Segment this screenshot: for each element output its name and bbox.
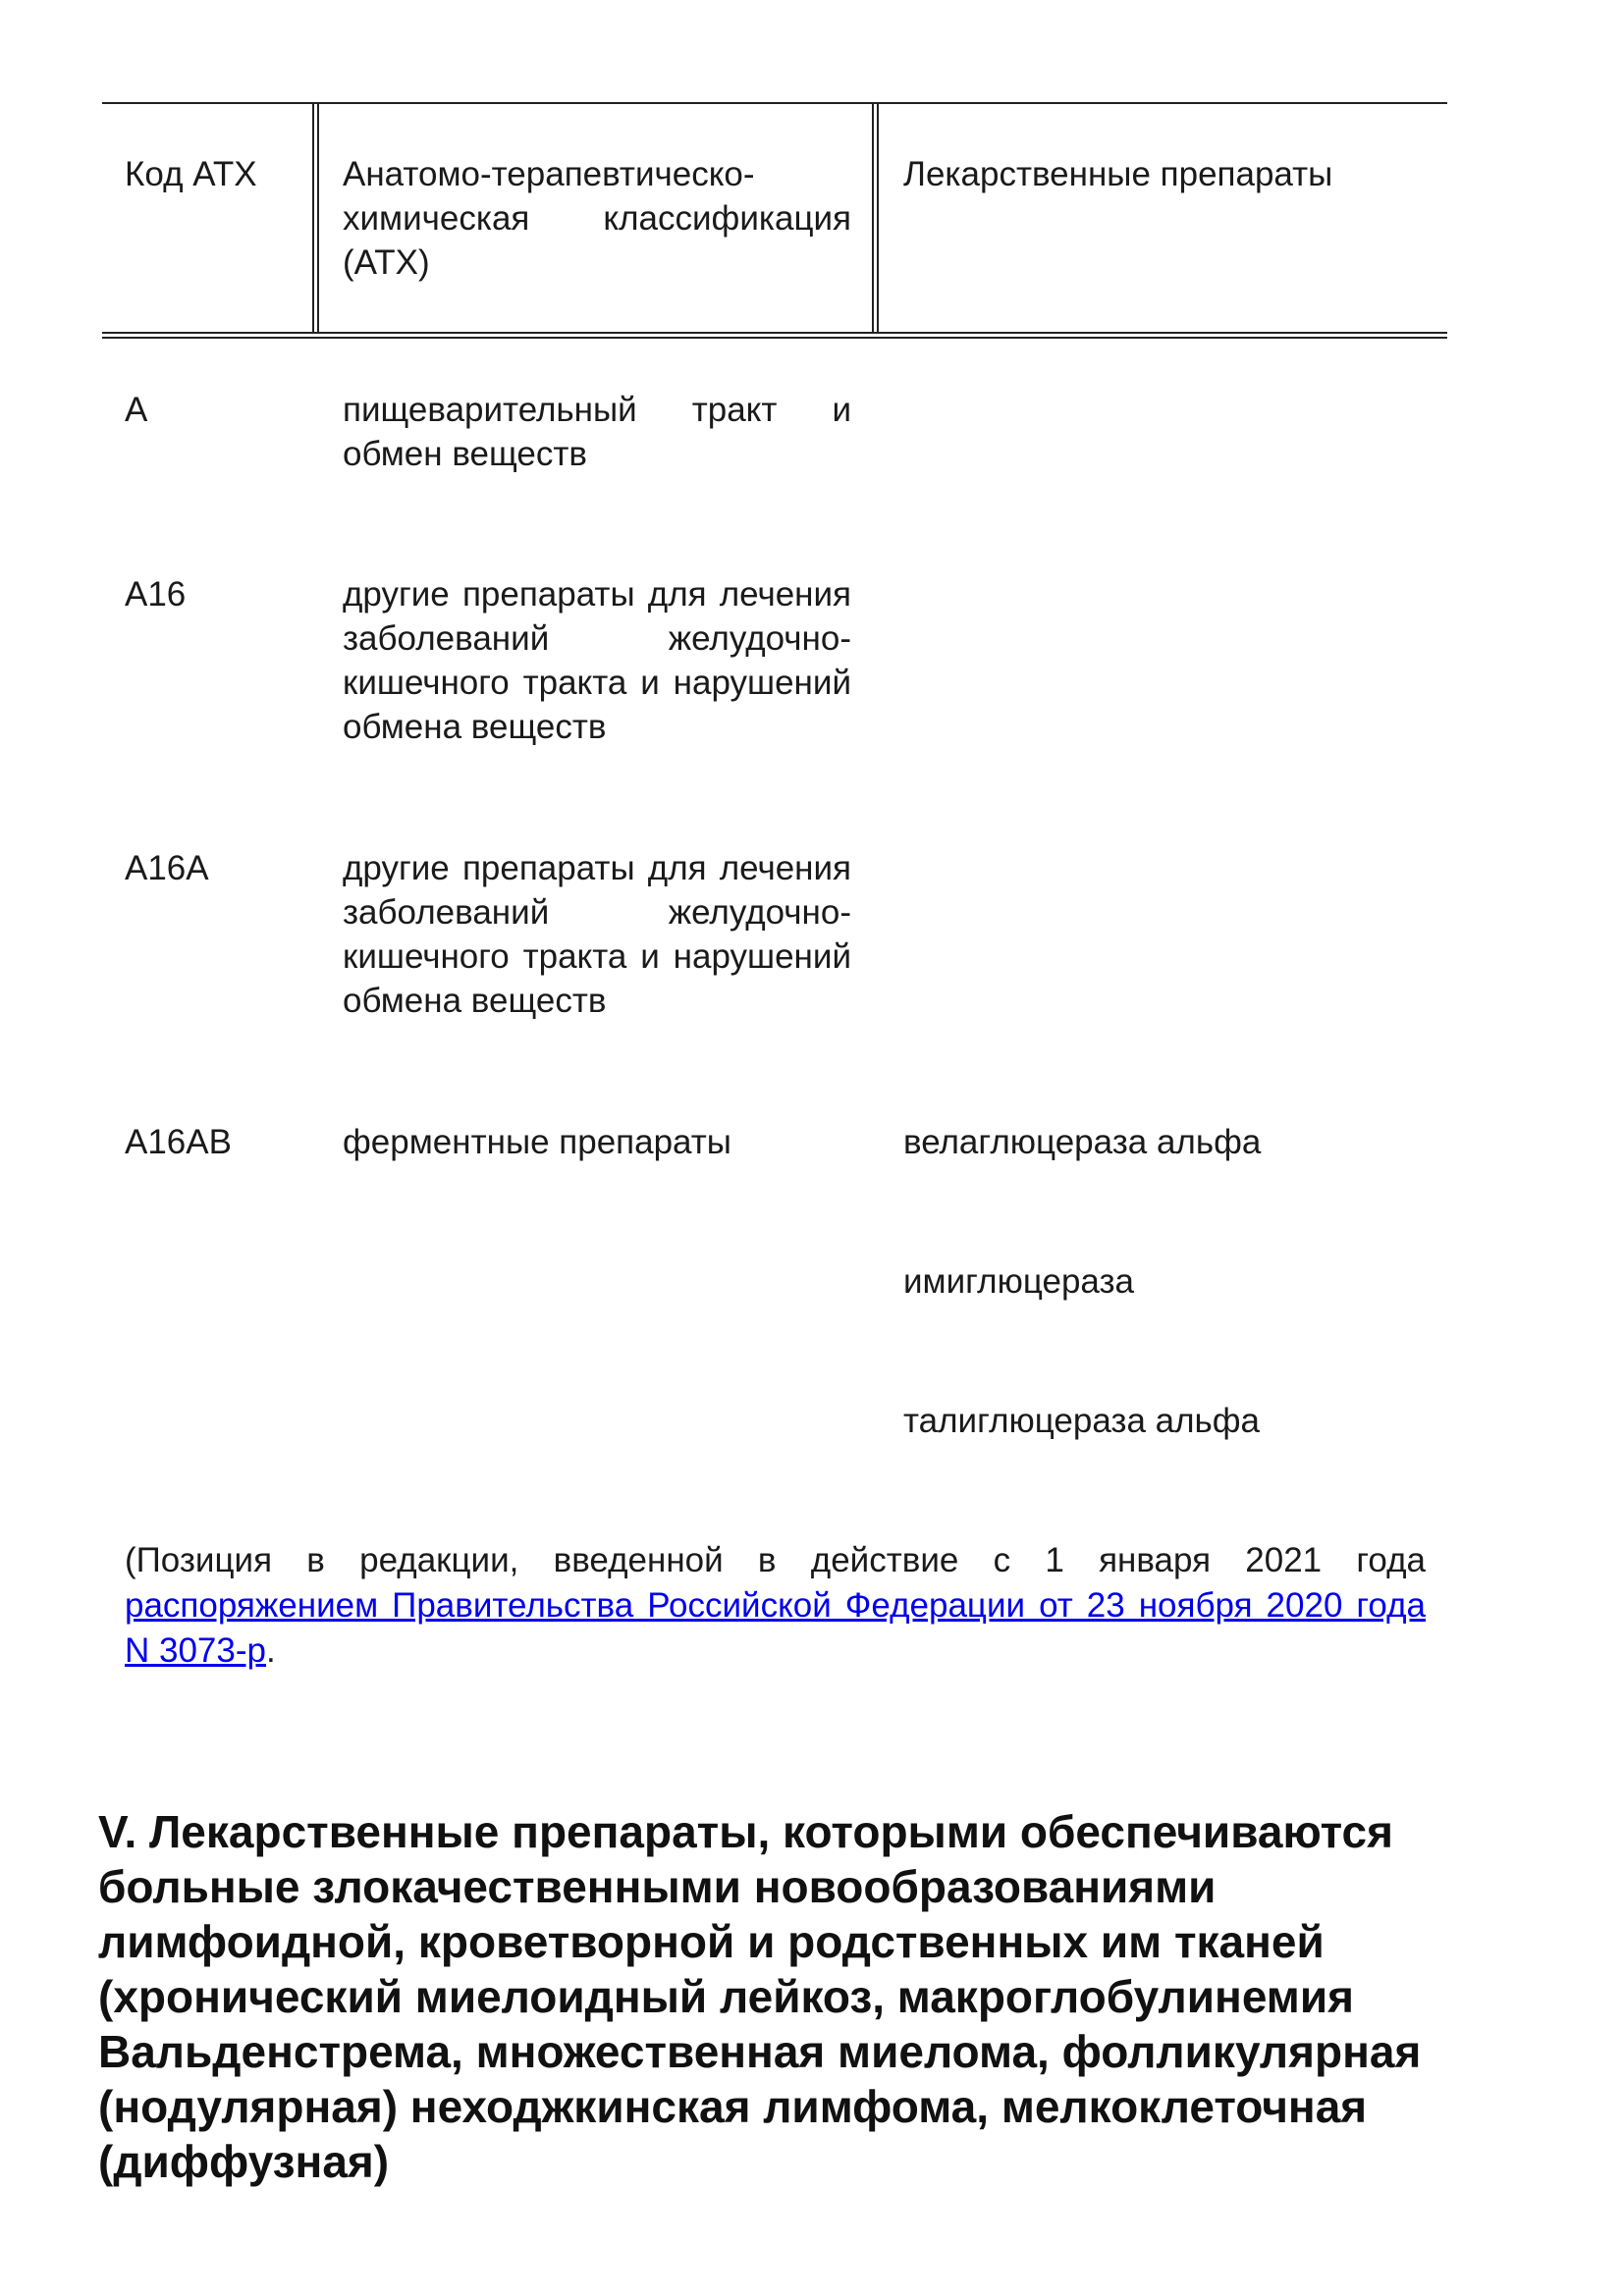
row-code: A16 [125, 575, 187, 614]
row-code: A [125, 391, 148, 429]
decree-link[interactable]: распоряжением Правительства Российской Федерации от 23 ноября 2020 года N 3073-р [125, 1586, 1426, 1670]
drug-item: велаглюцераза альфа [903, 1123, 1262, 1161]
drug-item: талиглюцераза альфа [903, 1402, 1261, 1440]
row-classification: другие препараты для лечения заболеваний желудочно-кишечного тракта и нарушений обмена веществ [343, 849, 851, 1020]
note-prefix: (Позиция в редакции, введенной в действие с 1 января 2021 года [125, 1541, 1426, 1579]
row-classification: другие препараты для лечения заболеваний желудочно-кишечного тракта и нарушений обмена веществ [343, 575, 851, 746]
table-column-divider-2 [872, 102, 879, 332]
row-code: A16A [125, 849, 209, 887]
drug-item: имиглюцераза [903, 1262, 1135, 1301]
amendment-note [125, 1538, 1426, 1674]
table-column-divider-1 [312, 102, 319, 332]
row-classification: пищеварительный тракт и обмен веществ [343, 391, 851, 473]
table-top-rule [102, 102, 1447, 104]
header-classification: Анатомо-терапевтическо-химическая классификация (АТХ) [343, 155, 851, 282]
section-heading: V. Лекарственные препараты, которыми обеспечиваются больные злокачественными новообразованиями лимфоидной, кроветворной и родственных им тканей (хронический миелоидный лейкоз, макроглобулинемия Вальденстрема, множественная миелома, фолликулярная (нодулярная) неходжкинская лимфома, мелкоклеточная (диффузная) [98, 1806, 1422, 2187]
table-header-bottom-rule [102, 332, 1447, 339]
header-code: Код АТХ [125, 155, 257, 193]
note-suffix: . [265, 1631, 276, 1670]
row-code: A16AB [125, 1123, 232, 1161]
header-drugs: Лекарственные препараты [903, 155, 1333, 193]
row-classification: ферментные препараты [343, 1123, 731, 1161]
